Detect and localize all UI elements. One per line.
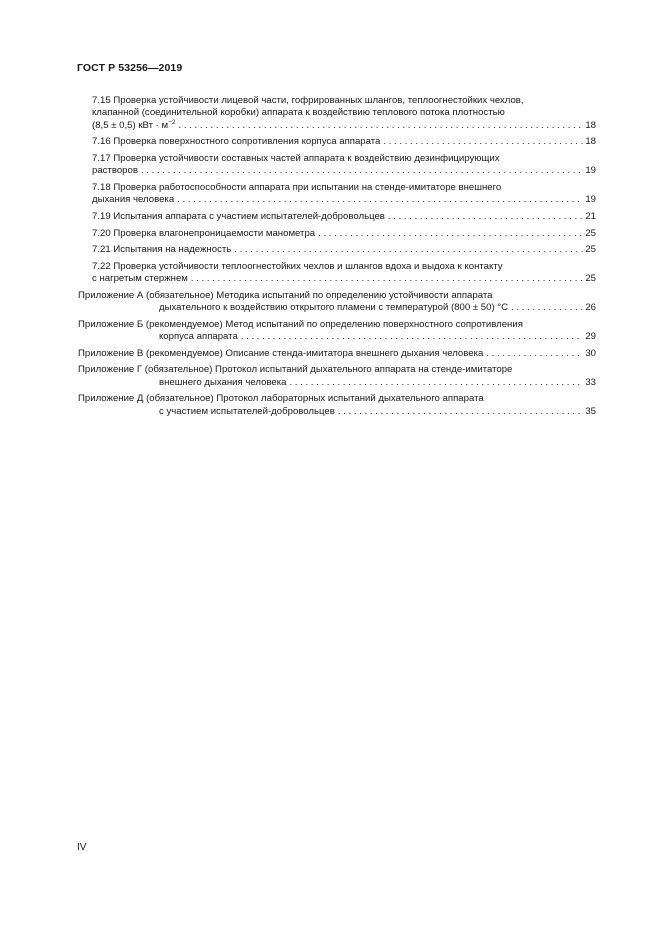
- toc-entry[interactable]: [0, 290, 661, 315]
- toc-page-number: 18: [585, 136, 596, 148]
- toc-entry-last-line: [0, 228, 596, 240]
- dot-leader: [486, 348, 583, 360]
- dot-leader: [191, 273, 583, 285]
- toc-entry[interactable]: [0, 393, 661, 418]
- dot-leader: [241, 331, 584, 343]
- toc-entry-title-text: (8,5 ± 0,5) кВт · м: [92, 119, 169, 131]
- toc-entry-last-line: [0, 244, 596, 256]
- dot-leader: [141, 165, 583, 177]
- toc-entry-title: [159, 302, 511, 314]
- toc-page-number: 25: [585, 273, 596, 285]
- toc-page-number: 19: [585, 165, 596, 177]
- dot-leader: [177, 194, 583, 206]
- toc-entry-last-line: [0, 302, 596, 314]
- toc-entry-title: [92, 244, 234, 256]
- toc-entry-last-line: [0, 120, 596, 132]
- toc-entry-last-line: [0, 194, 596, 206]
- toc-entry-last-line: [0, 211, 596, 223]
- dot-leader: [234, 244, 583, 256]
- page-number: IV: [77, 842, 87, 853]
- toc-entry-last-line: [0, 348, 596, 360]
- dot-leader: [338, 406, 584, 418]
- toc-page-number: 25: [585, 227, 596, 239]
- toc-entry-title-text: 7.16 Проверка поверхностного сопротивления корпуса аппарата: [92, 136, 381, 148]
- toc-entry[interactable]: [0, 136, 661, 148]
- toc-entry[interactable]: [0, 244, 661, 256]
- toc-entry-title-text: с участием испытателей-добровольцев: [159, 405, 335, 417]
- dot-leader: [511, 302, 583, 314]
- toc-entry[interactable]: [0, 348, 661, 360]
- toc-page-number: 21: [585, 211, 596, 222]
- dot-leader: [179, 120, 584, 132]
- toc-entry[interactable]: [0, 211, 661, 223]
- toc-entry-title: [92, 273, 191, 285]
- toc-entry-title-text: Приложение В (рекомендуемое) Описание стенда-имитатора внешнего дыхания человека: [78, 347, 484, 359]
- toc-entry-last-line: [0, 377, 596, 389]
- toc-entry-superscript: −2: [168, 118, 176, 126]
- toc-entry-title: [159, 377, 290, 389]
- toc-entry-title-text: дыхательного к воздействию открытого пламени с температурой (800 ± 50) °С: [159, 302, 509, 314]
- toc-entry-title: [159, 331, 241, 343]
- toc-entry[interactable]: [0, 319, 661, 344]
- toc-entry[interactable]: [0, 228, 661, 240]
- toc-entry-title-text: 7.20 Проверка влагонепроницаемости манометра: [92, 227, 316, 239]
- toc-entry-title: [92, 194, 177, 206]
- toc-entry-line: Приложение А (обязательное) Методика испытаний по определению устойчивости аппарата: [78, 289, 493, 301]
- dot-leader: [388, 211, 583, 223]
- toc-page-number: 26: [585, 302, 596, 314]
- toc-entry-last-line: [0, 273, 596, 285]
- toc-entry[interactable]: [0, 364, 661, 389]
- toc-entry-line: Приложение Д (обязательное) Протокол лабораторных испытаний дыхательного аппарата: [78, 393, 484, 405]
- toc-entry-title: [92, 211, 388, 223]
- toc-entry[interactable]: [0, 182, 661, 207]
- toc-entry-last-line: [0, 331, 596, 343]
- toc-entry-title: [92, 136, 383, 148]
- toc-entry-last-line: [0, 406, 596, 418]
- toc-entry-line: 7.18 Проверка работоспособности аппарата при испытании на стенде-имитаторе внешнего: [92, 182, 502, 193]
- toc-entry-line: 7.15 Проверка устойчивости лицевой части, гофрированных шлангов, теплоогнестойких чехлов,: [92, 95, 524, 106]
- toc-entry-title-text: 7.19 Испытания аппарата с участием испытателей-добровольцев: [92, 211, 385, 222]
- toc-page-number: 18: [585, 119, 596, 131]
- toc-entry-title-text: с нагретым стержнем: [92, 273, 188, 285]
- toc-page-number: 19: [585, 194, 596, 206]
- dot-leader: [290, 377, 584, 389]
- toc-page-number: 29: [585, 331, 596, 343]
- toc-entry-title: [92, 120, 179, 132]
- toc-entry-title-text: дыхания человека: [92, 194, 175, 206]
- document-header: ГОСТ Р 53256—2019: [77, 62, 183, 74]
- toc-page-number: 25: [585, 244, 596, 256]
- toc-entry-last-line: [0, 165, 596, 177]
- toc-entry[interactable]: [0, 261, 661, 286]
- toc-entry-line: Приложение Г (обязательное) Протокол испытаний дыхательного аппарата на стенде-имитаторе: [78, 364, 513, 376]
- toc-entry[interactable]: [0, 153, 661, 178]
- table-of-contents: [0, 95, 661, 422]
- toc-entry-line: клапанной (соединительной коробки) аппарата к воздействию теплового потока плотностью: [92, 107, 505, 119]
- toc-entry-title: [92, 228, 318, 240]
- toc-entry-title: [78, 348, 486, 360]
- toc-entry-line: 7.17 Проверка устойчивости составных частей аппарата к воздействию дезинфицирующих: [92, 153, 500, 164]
- toc-entry-last-line: [0, 136, 596, 148]
- toc-entry-title-text: 7.21 Испытания на надежность: [92, 244, 232, 256]
- toc-entry-title-text: корпуса аппарата: [159, 331, 238, 343]
- toc-entry-title-text: растворов: [92, 165, 138, 177]
- toc-page-number: 30: [585, 347, 596, 359]
- toc-entry-title: [159, 406, 338, 418]
- toc-entry-title: [92, 165, 141, 177]
- dot-leader: [318, 228, 583, 240]
- toc-entry[interactable]: [0, 95, 661, 132]
- toc-page-number: 35: [585, 405, 596, 417]
- toc-entry-line: Приложение Б (рекомендуемое) Метод испытаний по определению поверхностного сопротивления: [78, 318, 523, 330]
- dot-leader: [383, 136, 583, 148]
- toc-entry-title-text: внешнего дыхания человека: [159, 376, 287, 388]
- toc-entry-line: 7.22 Проверка устойчивости теплоогнестойких чехлов и шлангов вдоха и выдоха к контакту: [92, 260, 503, 272]
- toc-page-number: 33: [585, 376, 596, 388]
